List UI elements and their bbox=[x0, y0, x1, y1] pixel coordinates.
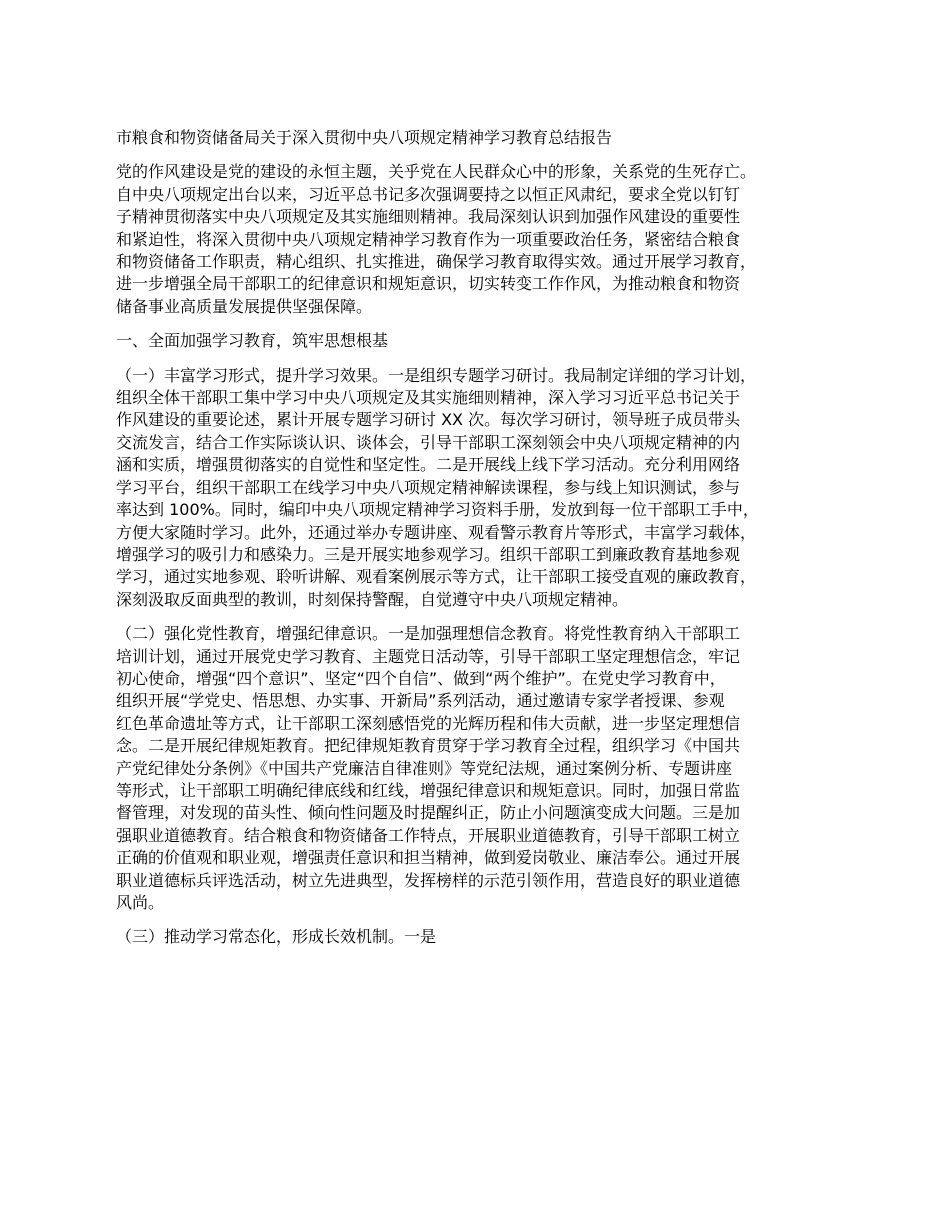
document-title: 市粮食和物资储备局关于深入贯彻中央八项规定精神学习教育总结报告 bbox=[116, 128, 613, 147]
subsection-2-paragraph: （二）强化党性教育，增强纪律意识。一是加强理想信念教育。将党性教育纳入干部职工 培训计划，通过开展党史学习教育、主题党日活动等，引导干部职工坚定理想信念，牢记 初心使命，增强“四个意识”、坚定“四个自信”、做到“两个维护”。在党史学习教育中， 组织开展“学党史、悟思想、办实事、开新局”系列活动，通过邀请专家学者授课、参观 红色革命遗址等方式，让干部职工深刻感悟党的光辉历程和伟大贡献，进一步坚定理想信 念。二是开展纪律规矩教育。把纪律规矩教育贯穿于学习教育全过程，组织学习《中国共 产党纪律处分条例》《中国共产党廉洁自律准则》等党纪法规，通过案例分析、专题讲座 等形式，让干部职工明确纪律底线和红线，增强纪律意识和规矩意识。同时，加强日常监 督管理，对发现的苗头性、倾向性问题及时提醒纠正，防止小问题演变成大问题。三是加 强职业道德教育。结合粮食和物资储备工作特点，开展职业道德教育，引导干部职工树立 正确的价值观和职业观，增强责任意识和担当精神，做到爱岗敬业、廉洁奉公。通过开展 职业道德标兵评选活动，树立先进典型，发挥榜样的示范引领作用，营造良好的职业道德 风尚。 bbox=[116, 624, 741, 912]
document-page bbox=[116, 127, 856, 961]
section-1-heading: 一、全面加强学习教育，筑牢思想根基 bbox=[116, 331, 389, 351]
subsection-1-paragraph: （一）丰富学习形式，提升学习效果。一是组织专题学习研讨。我局制定详细的学习计划， 组织全体干部职工集中学习中央八项规定及其实施细则精神，深入学习习近平总书记关于 作风建设的重要论述，累计开展专题学习研讨 XX 次。每次学习研讨，领导班子成员带头 交流发言，结合工作实际谈认识、谈体会，引导干部职工深刻领会中央八项规定精神的内 涵和实质，增强贯彻落实的自觉性和坚定性。二是开展线上线下学习活动。充分利用网络 学习平台，组织干部职工在线学习中央八项规定精神解读课程，参与线上知识测试，参与 率达到 100%。同时，编印中央八项规定精神学习资料手册，发放到每一位干部职工手中， 方便大家随时学习。此外，还通过举办专题讲座、观看警示教育片等形式，丰富学习载体， 增强学习的吸引力和感染力。三是开展实地参观学习。组织干部职工到廉政教育基地参观 学习，通过实地参观、聆听讲解、观看案例展示等方式，让干部职工接受直观的廉政教育， 深刻汲取反面典型的教训，时刻保持警醒，自觉遵守中央八项规定精神。 bbox=[116, 365, 759, 609]
intro-paragraph: 党的作风建设是党的建设的永恒主题，关乎党在人民群众心中的形象，关系党的生死存亡。 自中央八项规定出台以来，习近平总书记多次强调要持之以恒正风肃纪，要求全党以钉钉 子精神贯彻落实中央八项规定及其实施细则精神。我局深刻认识到加强作风建设的重要性 和紧迫性，将深入贯彻中央八项规定精神学习教育作为一项重要政治任务，紧密结合粮食 和物资储备工作职责，精心组织、扎实推进，确保学习教育取得实效。通过开展学习教育， 进一步增强全局干部职工的纪律意识和规矩意识，切实转变工作作风，为推动粮食和物资 储备事业高质量发展提供坚强保障。 bbox=[116, 162, 757, 316]
subsection-3-paragraph: （三）推动学习常态化，形成长效机制。一是 bbox=[116, 927, 437, 947]
